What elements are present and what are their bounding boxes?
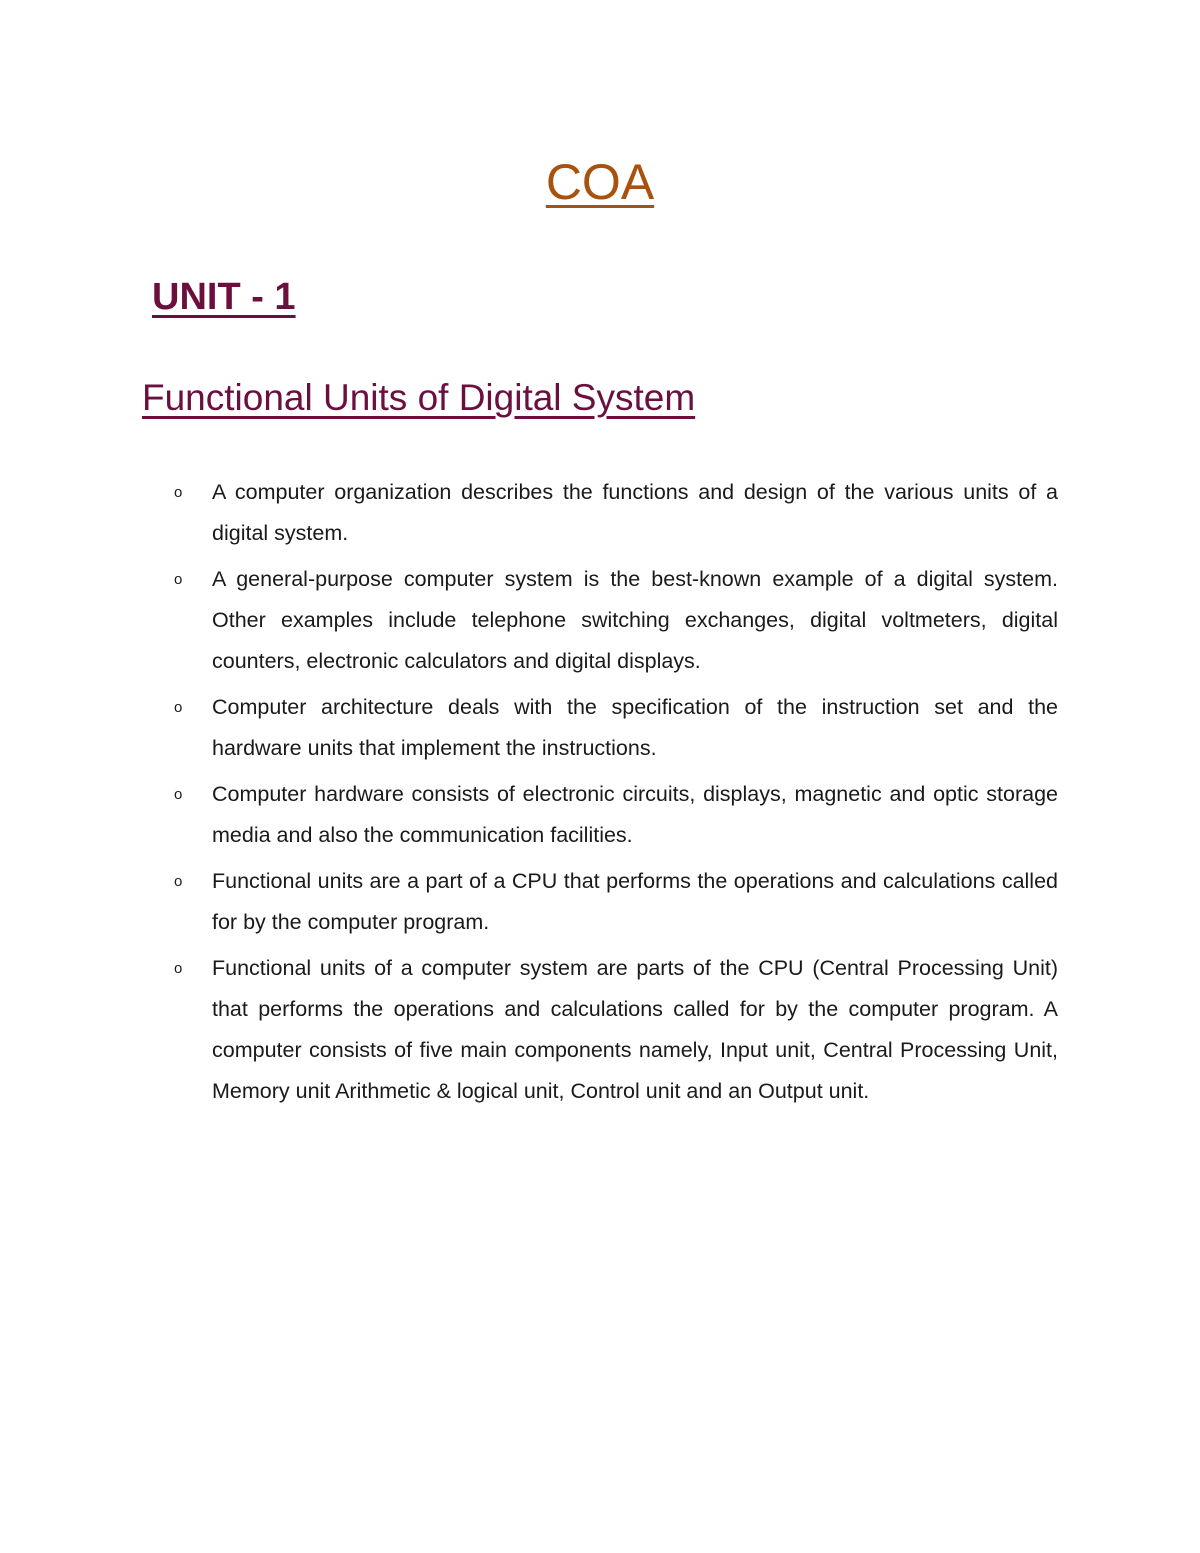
bullet-text: A general-purpose computer system is the best-known example of a digital system. Other examples include telephone switching exchanges, digital voltmeters, digital counters, electronic calculators and digital displays. [212,567,1058,673]
bullet-marker: o [174,960,183,977]
document-title [0,150,1200,214]
bullet-text: Computer architecture deals with the specification of the instruction set and the hardware units that implement the instructions. [212,695,1058,760]
bullet-text: Computer hardware consists of electronic circuits, displays, magnetic and optic storage media and also the communication facilities. [212,782,1058,847]
bullet-marker: o [174,873,183,890]
list-item [172,472,1058,554]
bullet-text: Functional units are a part of a CPU that performs the operations and calculations called for by the computer program. [212,869,1058,934]
document-title-text: COA [545,154,655,210]
list-item [172,559,1058,682]
bullet-marker: o [174,571,183,588]
section-heading: Functional Units of Digital System [142,377,696,418]
bullet-list [172,472,1058,1117]
bullet-marker: o [174,699,183,716]
list-item [172,948,1058,1112]
bullet-text: Functional units of a computer system are parts of the CPU (Central Processing Unit) that performs the operations and calculations called for by the computer program. A computer consists of five main components namely, Input unit, Central Processing Unit, Memory unit Arithmetic & logical unit, Control unit and an Output unit. [212,956,1058,1103]
unit-heading: UNIT - 1 [152,276,296,318]
list-item [172,774,1058,856]
bullet-marker: o [174,786,183,803]
list-item [172,687,1058,769]
bullet-text: A computer organization describes the functions and design of the various units of a digital system. [212,480,1058,545]
list-item [172,861,1058,943]
bullet-marker: o [174,484,183,501]
